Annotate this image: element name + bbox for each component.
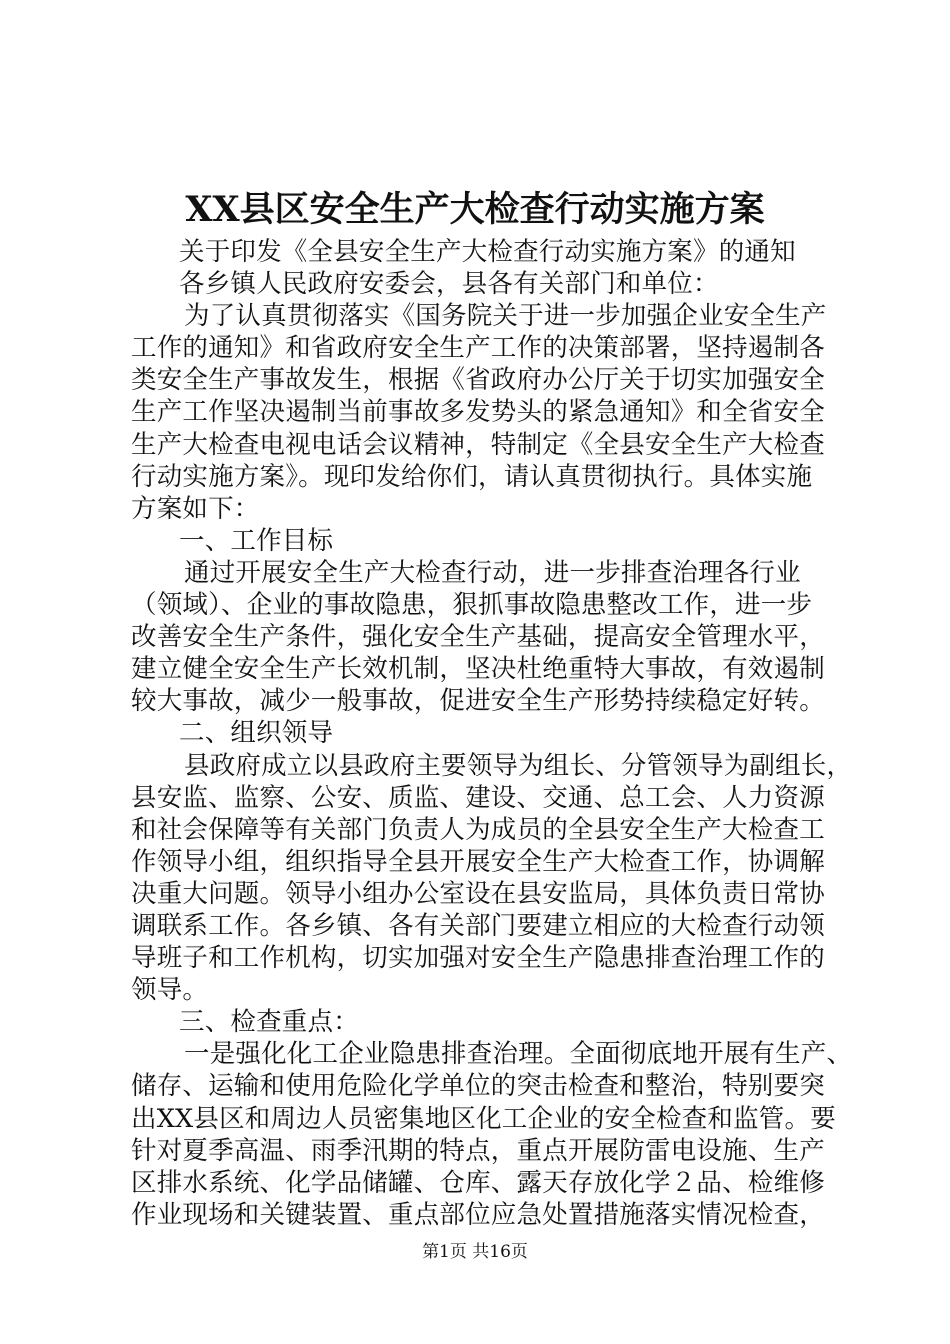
document-body [131, 236, 853, 1231]
body-line: 通过开展安全生产大检查行动，进一步排查治理各行业 [184, 557, 801, 588]
body-line: 较大事故，减少一般事故，促进安全生产形势持续稳定好转。 [131, 686, 825, 717]
body-line: 领导。 [131, 975, 209, 1006]
body-line: 和社会保障等有关部门负责人为成员的全县安全生产大检查工 [131, 814, 825, 845]
body-line: 出XX县区和周边人员密集地区化工企业的安全检查和监管。要 [131, 1103, 836, 1134]
body-line: 二、组织领导 [179, 718, 334, 749]
body-line: 县政府成立以县政府主要领导为组长、分管领导为副组长， [184, 750, 853, 781]
body-line: 决重大问题。领导小组办公室设在县安监局，具体负责日常协 [131, 878, 825, 909]
body-line: 县安监、监察、公安、质监、建设、交通、总工会、人力资源 [131, 782, 825, 813]
body-line: 一是强化化工企业隐患排查治理。全面彻底地开展有生产、 [184, 1039, 853, 1070]
body-line: 生产工作坚决遏制当前事故多发势头的紧急通知》和全省安全 [131, 397, 825, 428]
body-line: 为了认真贯彻落实《国务院关于进一步加强企业安全生产 [184, 301, 827, 332]
body-line: 改善安全生产条件，强化安全生产基础，提高安全管理水平， [131, 622, 825, 653]
body-line: 工作的通知》和省政府安全生产工作的决策部署，坚持遏制各 [131, 333, 825, 364]
body-line: 针对夏季高温、雨季汛期的特点，重点开展防雷电设施、生产 [131, 1135, 825, 1166]
body-line: 一、工作目标 [179, 525, 334, 556]
page-footer: 第1页 共16页 [422, 1242, 528, 1262]
body-line: 方案如下： [131, 493, 260, 524]
body-line: 作领导小组，组织指导全县开展安全生产大检查工作，协调解 [131, 846, 825, 877]
body-line: 各乡镇人民政府安委会，县各有关部门和单位： [179, 269, 719, 300]
body-line: （领域）、企业的事故隐患，狠抓事故隐患整改工作，进一步 [131, 590, 813, 621]
body-line: 导班子和工作机构，切实加强对安全生产隐患排查治理工作的 [131, 943, 825, 974]
body-line: 建立健全安全生产长效机制，坚决杜绝重特大事故，有效遏制 [131, 654, 825, 685]
body-line: 类安全生产事故发生，根据《省政府办公厅关于切实加强安全 [131, 365, 825, 396]
body-line: 关于印发《全县安全生产大检查行动实施方案》的通知 [179, 237, 796, 267]
body-line: 储存、运输和使用危险化学单位的突击检查和整治，特别要突 [131, 1071, 825, 1102]
body-line: 三、检查重点： [179, 1007, 359, 1038]
document-title: XX县区安全生产大检查行动实施方案 [185, 189, 765, 230]
body-line: 作业现场和关键装置、重点部位应急处置措施落实情况检查， [131, 1199, 825, 1230]
body-line: 行动实施方案》。现印发给你们，请认真贯彻执行。具体实施 [131, 461, 813, 492]
body-line: 调联系工作。各乡镇、各有关部门要建立相应的大检查行动领 [131, 910, 825, 941]
body-line: 生产大检查电视电话会议精神，特制定《全县安全生产大检查 [131, 429, 825, 460]
body-line: 区排水系统、化学品储罐、仓库、露天存放化学２品、检维修 [131, 1167, 825, 1198]
